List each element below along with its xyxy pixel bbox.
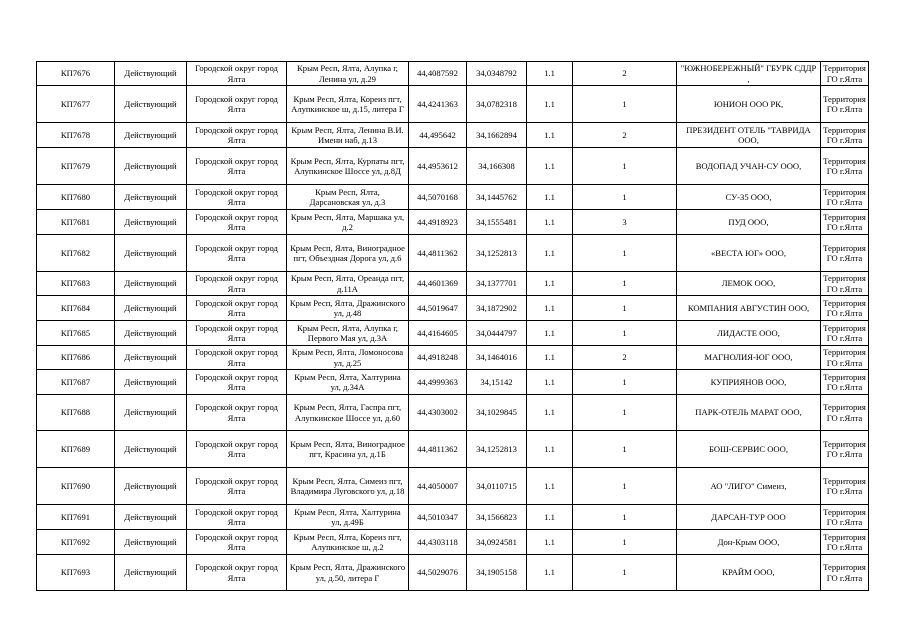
cell-latitude: 44,4811362 xyxy=(409,431,467,468)
cell-status: Действующий xyxy=(115,210,187,235)
cell-latitude: 44,4087592 xyxy=(409,62,467,86)
cell-owner: ПРЕЗИДЕНТ ОТЕЛЬ "ТАВРИДА ООО, xyxy=(677,123,821,148)
cell-address: Крым Респ, Ялта, Кореиз пгт, Алупкинское ш, д.15, литера Г xyxy=(287,86,409,123)
cell-district: Городской округ город Ялта xyxy=(187,370,287,395)
cell-owner: ЛЕМОК ООО, xyxy=(677,272,821,296)
cell-district: Городской округ город Ялта xyxy=(187,62,287,86)
cell-status: Действующий xyxy=(115,296,187,321)
cell-id: КП7682 xyxy=(37,235,115,272)
cell-id: КП7686 xyxy=(37,346,115,370)
cell-count: 2 xyxy=(573,346,677,370)
cell-longitude: 34,1905158 xyxy=(467,555,527,591)
cell-district: Городской округ город Ялта xyxy=(187,148,287,185)
cell-volume: 1.1 xyxy=(527,123,573,148)
cell-id: КП7677 xyxy=(37,86,115,123)
cell-district: Городской округ город Ялта xyxy=(187,431,287,468)
cell-volume: 1.1 xyxy=(527,530,573,555)
cell-id: КП7684 xyxy=(37,296,115,321)
cell-address: Крым Респ, Ялта, Ломоносова ул, д.25 xyxy=(287,346,409,370)
cell-status: Действующий xyxy=(115,123,187,148)
cell-owner: КРАЙМ ООО, xyxy=(677,555,821,591)
cell-status: Действующий xyxy=(115,148,187,185)
cell-latitude: 44,495642 xyxy=(409,123,467,148)
cell-count: 1 xyxy=(573,321,677,346)
cell-count: 1 xyxy=(573,505,677,530)
table-row xyxy=(37,185,869,210)
cell-owner: СУ-35 ООО, xyxy=(677,185,821,210)
cell-longitude: 34,1555481 xyxy=(467,210,527,235)
cell-status: Действующий xyxy=(115,272,187,296)
cell-territory: Территория ГО г.Ялта xyxy=(821,185,869,210)
registry-table xyxy=(36,61,869,591)
cell-district: Городской округ город Ялта xyxy=(187,321,287,346)
cell-address: Крым Респ, Ялта, Халтурина ул, д.49Б xyxy=(287,505,409,530)
cell-count: 1 xyxy=(573,272,677,296)
cell-district: Городской округ город Ялта xyxy=(187,185,287,210)
cell-status: Действующий xyxy=(115,530,187,555)
table-row xyxy=(37,86,869,123)
cell-latitude: 44,4918248 xyxy=(409,346,467,370)
table-row xyxy=(37,123,869,148)
table-row xyxy=(37,530,869,555)
cell-owner: ПАРК-ОТЕЛЬ МАРАТ ООО, xyxy=(677,395,821,431)
cell-owner: «ВЕСТА ЮГ» ООО, xyxy=(677,235,821,272)
cell-count: 1 xyxy=(573,431,677,468)
cell-owner: КОМПАНИЯ АВГУСТИН ООО, xyxy=(677,296,821,321)
table-row xyxy=(37,395,869,431)
cell-longitude: 34,0924581 xyxy=(467,530,527,555)
cell-count: 1 xyxy=(573,555,677,591)
cell-volume: 1.1 xyxy=(527,185,573,210)
cell-territory: Территория ГО г.Ялта xyxy=(821,272,869,296)
cell-longitude: 34,0444797 xyxy=(467,321,527,346)
cell-volume: 1.1 xyxy=(527,468,573,505)
cell-latitude: 44,4918923 xyxy=(409,210,467,235)
cell-latitude: 44,4164605 xyxy=(409,321,467,346)
cell-volume: 1.1 xyxy=(527,395,573,431)
cell-status: Действующий xyxy=(115,346,187,370)
cell-count: 2 xyxy=(573,123,677,148)
cell-longitude: 34,1872902 xyxy=(467,296,527,321)
cell-latitude: 44,4050007 xyxy=(409,468,467,505)
cell-status: Действующий xyxy=(115,395,187,431)
cell-territory: Территория ГО г.Ялта xyxy=(821,321,869,346)
cell-longitude: 34,1566823 xyxy=(467,505,527,530)
cell-status: Действующий xyxy=(115,431,187,468)
cell-count: 1 xyxy=(573,530,677,555)
cell-count: 2 xyxy=(573,62,677,86)
cell-longitude: 34,0110715 xyxy=(467,468,527,505)
cell-owner: МАГНОЛИЯ-ЮГ ООО, xyxy=(677,346,821,370)
cell-address: Крым Респ, Ялта, Маршака ул, д.2 xyxy=(287,210,409,235)
cell-latitude: 44,4241363 xyxy=(409,86,467,123)
cell-id: КП7681 xyxy=(37,210,115,235)
cell-id: КП7690 xyxy=(37,468,115,505)
cell-volume: 1.1 xyxy=(527,272,573,296)
cell-address: Крым Респ, Ялта, Алупка г, Ленина ул, д.29 xyxy=(287,62,409,86)
cell-status: Действующий xyxy=(115,468,187,505)
cell-count: 1 xyxy=(573,235,677,272)
cell-id: КП7693 xyxy=(37,555,115,591)
cell-volume: 1.1 xyxy=(527,148,573,185)
cell-address: Крым Респ, Ялта, Виноградное пгт, Объездная Дорога ул, д.6 xyxy=(287,235,409,272)
cell-territory: Территория ГО г.Ялта xyxy=(821,210,869,235)
cell-id: КП7679 xyxy=(37,148,115,185)
cell-id: КП7688 xyxy=(37,395,115,431)
cell-territory: Территория ГО г.Ялта xyxy=(821,555,869,591)
cell-volume: 1.1 xyxy=(527,555,573,591)
cell-volume: 1.1 xyxy=(527,210,573,235)
cell-address: Крым Респ, Ялта, Виноградное пгт, Красина ул, д.1Б xyxy=(287,431,409,468)
cell-longitude: 34,166308 xyxy=(467,148,527,185)
cell-longitude: 34,0348792 xyxy=(467,62,527,86)
cell-territory: Территория ГО г.Ялта xyxy=(821,235,869,272)
table-body xyxy=(37,62,869,591)
cell-latitude: 44,4811362 xyxy=(409,235,467,272)
cell-count: 1 xyxy=(573,370,677,395)
cell-status: Действующий xyxy=(115,505,187,530)
cell-status: Действующий xyxy=(115,62,187,86)
cell-owner: ЮНИОН ООО РК, xyxy=(677,86,821,123)
cell-territory: Территория ГО г.Ялта xyxy=(821,86,869,123)
cell-owner: БОШ-СЕРВИС ООО, xyxy=(677,431,821,468)
cell-address: Крым Респ, Ялта, Курпаты пгт, Алупкинское Шоссе ул, д.8Д xyxy=(287,148,409,185)
cell-address: Крым Респ, Ялта, Алупка г, Первого Мая ул, д.3А xyxy=(287,321,409,346)
cell-longitude: 34,1377701 xyxy=(467,272,527,296)
table-row xyxy=(37,505,869,530)
cell-address: Крым Респ, Ялта, Дарсановская ул, д.3 xyxy=(287,185,409,210)
table-row xyxy=(37,210,869,235)
cell-status: Действующий xyxy=(115,555,187,591)
cell-longitude: 34,1252813 xyxy=(467,431,527,468)
cell-latitude: 44,4999363 xyxy=(409,370,467,395)
cell-latitude: 44,4953612 xyxy=(409,148,467,185)
cell-longitude: 34,0782318 xyxy=(467,86,527,123)
table-row xyxy=(37,272,869,296)
table-row xyxy=(37,235,869,272)
cell-longitude: 34,15142 xyxy=(467,370,527,395)
cell-latitude: 44,5029076 xyxy=(409,555,467,591)
cell-district: Городской округ город Ялта xyxy=(187,555,287,591)
cell-id: КП7692 xyxy=(37,530,115,555)
cell-volume: 1.1 xyxy=(527,321,573,346)
cell-territory: Территория ГО г.Ялта xyxy=(821,62,869,86)
cell-count: 1 xyxy=(573,468,677,505)
cell-district: Городской округ город Ялта xyxy=(187,296,287,321)
cell-district: Городской округ город Ялта xyxy=(187,235,287,272)
cell-territory: Территория ГО г.Ялта xyxy=(821,431,869,468)
cell-count: 1 xyxy=(573,185,677,210)
cell-id: КП7676 xyxy=(37,62,115,86)
cell-longitude: 34,1029845 xyxy=(467,395,527,431)
cell-longitude: 34,1445762 xyxy=(467,185,527,210)
cell-territory: Территория ГО г.Ялта xyxy=(821,346,869,370)
cell-district: Городской округ город Ялта xyxy=(187,468,287,505)
cell-count: 1 xyxy=(573,296,677,321)
cell-volume: 1.1 xyxy=(527,505,573,530)
cell-latitude: 44,4303118 xyxy=(409,530,467,555)
cell-status: Действующий xyxy=(115,185,187,210)
cell-status: Действующий xyxy=(115,321,187,346)
table-row xyxy=(37,321,869,346)
cell-address: Крым Респ, Ялта, Ореанда пгт, д.11А xyxy=(287,272,409,296)
cell-address: Крым Респ, Ялта, Халтурина ул, д.34А xyxy=(287,370,409,395)
cell-id: КП7685 xyxy=(37,321,115,346)
cell-district: Городской округ город Ялта xyxy=(187,395,287,431)
cell-id: КП7678 xyxy=(37,123,115,148)
cell-address: Крым Респ, Ялта, Кореиз пгт, Алупкинское ш, д.2 xyxy=(287,530,409,555)
cell-latitude: 44,5010347 xyxy=(409,505,467,530)
cell-address: Крым Респ, Ялта, Дражинского ул, д.50, литера Г xyxy=(287,555,409,591)
table-row xyxy=(37,62,869,86)
cell-longitude: 34,1464016 xyxy=(467,346,527,370)
cell-address: Крым Респ, Ялта, Дражинского ул, д.48 xyxy=(287,296,409,321)
cell-district: Городской округ город Ялта xyxy=(187,86,287,123)
cell-id: КП7689 xyxy=(37,431,115,468)
table-row xyxy=(37,555,869,591)
cell-owner: ПУД ООО, xyxy=(677,210,821,235)
cell-volume: 1.1 xyxy=(527,431,573,468)
cell-territory: Территория ГО г.Ялта xyxy=(821,395,869,431)
cell-id: КП7687 xyxy=(37,370,115,395)
table-row xyxy=(37,468,869,505)
table-row xyxy=(37,296,869,321)
cell-volume: 1.1 xyxy=(527,86,573,123)
table-row xyxy=(37,148,869,185)
cell-district: Городской округ город Ялта xyxy=(187,505,287,530)
cell-territory: Территория ГО г.Ялта xyxy=(821,468,869,505)
table-row xyxy=(37,370,869,395)
cell-territory: Территория ГО г.Ялта xyxy=(821,505,869,530)
cell-district: Городской округ город Ялта xyxy=(187,346,287,370)
cell-address: Крым Респ, Ялта, Ленина В.И. Имени наб, д.13 xyxy=(287,123,409,148)
cell-territory: Территория ГО г.Ялта xyxy=(821,530,869,555)
cell-owner: ДАРСАН-ТУР ООО xyxy=(677,505,821,530)
cell-count: 3 xyxy=(573,210,677,235)
cell-owner: "ЮЖНОБЕРЕЖНЫЙ" ГБУРК СДДР , xyxy=(677,62,821,86)
cell-latitude: 44,5070168 xyxy=(409,185,467,210)
cell-district: Городской округ город Ялта xyxy=(187,272,287,296)
cell-district: Городской округ город Ялта xyxy=(187,530,287,555)
cell-latitude: 44,5019647 xyxy=(409,296,467,321)
cell-volume: 1.1 xyxy=(527,296,573,321)
table-row xyxy=(37,346,869,370)
cell-longitude: 34,1662894 xyxy=(467,123,527,148)
cell-district: Городской округ город Ялта xyxy=(187,210,287,235)
cell-owner: КУПРИЯНОВ ООО, xyxy=(677,370,821,395)
cell-territory: Территория ГО г.Ялта xyxy=(821,148,869,185)
cell-address: Крым Респ, Ялта, Симеиз пгт, Владимира Луговского ул, д.18 xyxy=(287,468,409,505)
cell-latitude: 44,4601369 xyxy=(409,272,467,296)
cell-id: КП7680 xyxy=(37,185,115,210)
cell-count: 1 xyxy=(573,86,677,123)
cell-address: Крым Респ, Ялта, Гаспра пгт, Алупкинское Шоссе ул, д.60 xyxy=(287,395,409,431)
cell-owner: ЛИДАСТЕ ООО, xyxy=(677,321,821,346)
cell-status: Действующий xyxy=(115,235,187,272)
cell-status: Действующий xyxy=(115,370,187,395)
cell-territory: Территория ГО г.Ялта xyxy=(821,296,869,321)
cell-volume: 1.1 xyxy=(527,370,573,395)
cell-volume: 1.1 xyxy=(527,235,573,272)
cell-volume: 1.1 xyxy=(527,346,573,370)
cell-latitude: 44,4303002 xyxy=(409,395,467,431)
cell-owner: АО "ЛИГО" Симеиз, xyxy=(677,468,821,505)
cell-territory: Территория ГО г.Ялта xyxy=(821,370,869,395)
table-row xyxy=(37,431,869,468)
cell-count: 1 xyxy=(573,148,677,185)
cell-id: КП7691 xyxy=(37,505,115,530)
cell-volume: 1.1 xyxy=(527,62,573,86)
cell-longitude: 34,1252813 xyxy=(467,235,527,272)
cell-district: Городской округ город Ялта xyxy=(187,123,287,148)
cell-status: Действующий xyxy=(115,86,187,123)
cell-owner: ВОДОПАД УЧАН-СУ ООО, xyxy=(677,148,821,185)
cell-id: КП7683 xyxy=(37,272,115,296)
cell-count: 1 xyxy=(573,395,677,431)
cell-territory: Территория ГО г.Ялта xyxy=(821,123,869,148)
cell-owner: Дон-Крым ООО, xyxy=(677,530,821,555)
